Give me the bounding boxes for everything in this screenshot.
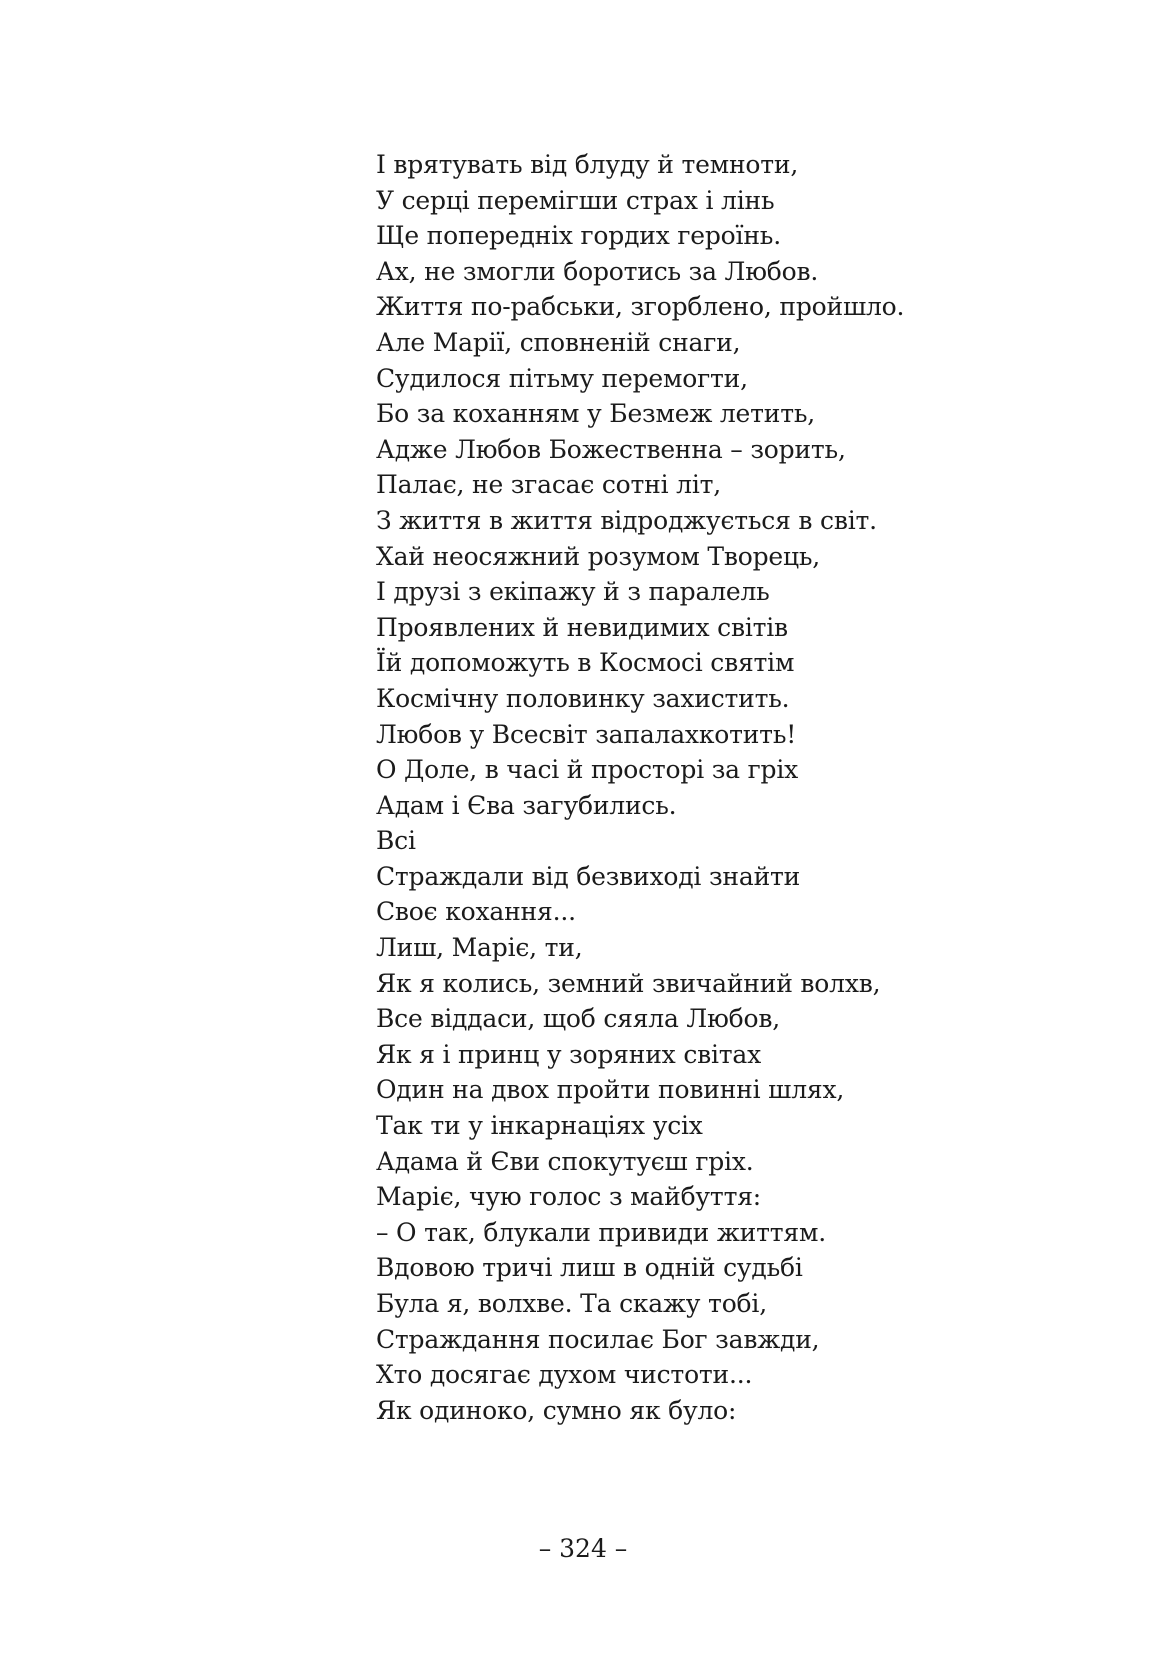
poem-line: Їй допоможуть в Космосі святім — [376, 648, 795, 678]
poem-line: Адам і Єва загубились. — [376, 790, 677, 820]
poem-line: Ах, не змогли боротись за Любов. — [376, 256, 819, 286]
poem-line: – О так, блукали привиди життям. — [376, 1217, 826, 1247]
poem-line: Космічну половинку захистить. — [376, 683, 790, 713]
poem-line: Адже Любов Божественна – зорить, — [376, 434, 846, 464]
poem-line: Палає, не згасає сотні літ, — [376, 470, 722, 500]
poem-line: Вдовою тричі лиш в одній судьбі — [376, 1253, 803, 1283]
poem-line: З життя в життя відроджується в світ. — [376, 505, 877, 535]
poem-line: Всі — [376, 826, 416, 856]
poem-line: Але Марії, сповненій снаги, — [376, 327, 741, 357]
poem-line: Хто досягає духом чистоти... — [376, 1360, 753, 1390]
poem-line: Страждали від безвиході знайти — [376, 861, 801, 891]
page-number: – 324 – — [538, 1534, 628, 1563]
poem-line: Своє кохання... — [376, 897, 576, 927]
poem-line: Так ти у інкарнаціях усіх — [376, 1111, 703, 1141]
poem-line: О Доле, в часі й просторі за гріх — [376, 755, 799, 785]
poem-line: Лиш, Маріє, ти, — [376, 933, 583, 963]
poem-line: Маріє, чую голос з майбуття: — [376, 1182, 761, 1212]
poem-line: Ще попередніх гордих героїнь. — [376, 221, 781, 251]
poem-line: Все віддаси, щоб сяяла Любов, — [376, 1004, 780, 1034]
poem-line: Судилося пітьму перемогти, — [376, 363, 748, 393]
poem-text — [376, 147, 1076, 1428]
poem-line: У серці перемігши страх і лінь — [376, 185, 775, 215]
poem-line: Любов у Всесвіт запалахкотить! — [376, 719, 797, 749]
poem-line: Проявлених й невидимих світів — [376, 612, 788, 642]
poem-line: І врятувать від блуду й темноти, — [376, 150, 799, 179]
poem-line: Життя по-рабськи, згорблено, пройшло. — [376, 292, 905, 322]
poem-line: Страждання посилає Бог завжди, — [376, 1324, 820, 1354]
poem-line: Один на двох пройти повинні шлях, — [376, 1075, 845, 1105]
poem-line: Хай неосяжний розумом Творець, — [376, 541, 821, 571]
poem-line: Адама й Єви спокутуєш гріх. — [376, 1146, 754, 1176]
poem-line: Як одиноко, сумно як було: — [376, 1395, 737, 1425]
poem-line: Бо за коханням у Безмеж летить, — [376, 399, 816, 429]
poem-line: Як я і принц у зоряних світах — [376, 1039, 762, 1069]
poem-line: Була я, волхве. Та скажу тобі, — [376, 1289, 767, 1318]
poem-line: Як я колись, земний звичайний волхв, — [376, 968, 881, 998]
poem-line: І друзі з екіпажу й з паралель — [376, 577, 770, 607]
